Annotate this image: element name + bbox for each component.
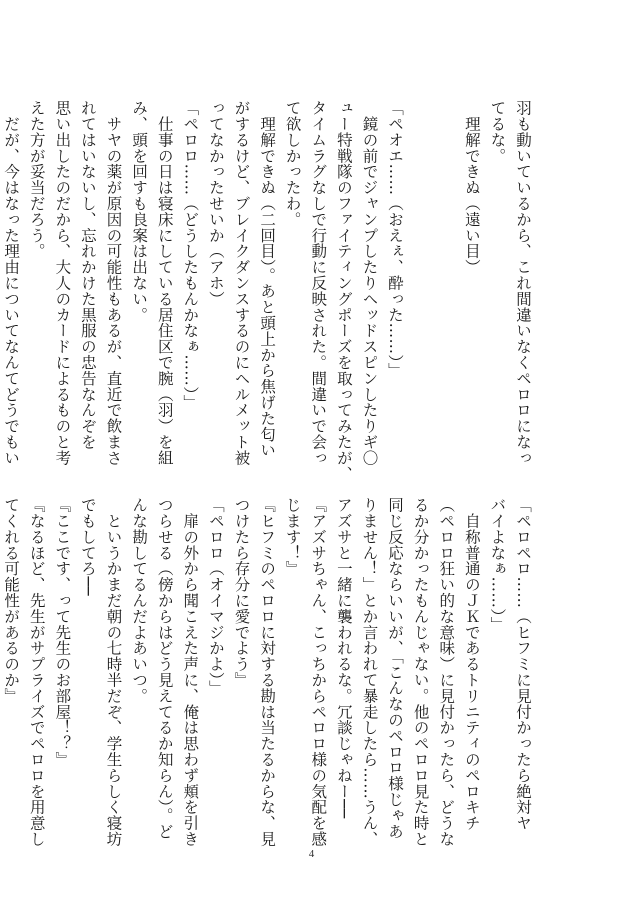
text-line: て欲しかったわ。 [283, 100, 302, 228]
text-line: 鏡の前でジャンプしたりヘッドスピンしたりギ〇 [360, 100, 379, 466]
text-line: アズサと一緒に襲われるな。冗談じゃねー── [334, 497, 353, 819]
text-line: 『なるほど、先生がサプライズでペロロを用意し [27, 497, 46, 847]
text-line: だが、今はなった理由についてなんてどうでもい [2, 100, 21, 466]
text-line: 「ペロロ……（どうしたもんかなぁ……）」 [181, 100, 200, 411]
text-line: ュー特戦隊のファイティングポーズを取ってみたが、 [334, 100, 353, 482]
upper-text-block [0, 100, 535, 482]
text-line: でもしてろ── [78, 497, 97, 596]
text-line [433, 100, 459, 460]
text-line: つけたら存分に愛でよう』 [232, 497, 251, 688]
text-line: 思い出したのだから、大人のカードによるものと考 [53, 100, 72, 466]
text-line: るか分かったもんじゃない。他のペロロ見た時と [411, 497, 430, 847]
text-line: というかまだ朝の七時半だぞ、学生らしく寝坊 [104, 497, 123, 847]
text-line: んな勘してるんだよあいつ。 [130, 497, 149, 704]
text-line: がするけど、ブレイクダンスするのにヘルメット被 [232, 100, 251, 466]
text-line: 理解できぬ（遠い目） [462, 100, 481, 275]
text-line: てるな。 [488, 100, 507, 164]
text-line: 「ペロロ（オイマジかよ）」 [206, 497, 225, 696]
text-line: 「ペオエ……（おえぇ、酔った……）」 [386, 100, 405, 379]
text-line: ってなかったせいか（アホ） [206, 100, 225, 307]
text-line: れてはいないし、忘れかけた黒服の忠告なんぞを [78, 100, 97, 450]
text-line: えた方が妥当だろう。 [27, 100, 46, 259]
text-line: 同じ反応ならいいが、「こんなのペロロ様じゃあ [386, 497, 405, 840]
text-line: 理解できぬ（二回目）。あと頭上から焦げた匂い [258, 100, 277, 458]
text-line: バイよなぁ……）」 [488, 497, 507, 633]
text-line: 自称普通のＪＫであるトリニティのペロキチ [462, 497, 481, 831]
text-line: じます！』 [283, 497, 302, 577]
text-line: タイムラグなしで行動に反映された。間違いで会っ [309, 100, 328, 466]
text-line: 「ペロペロ……（ヒフミに見付かったら絶対ヤ [514, 497, 532, 831]
text-line: 扉の外から聞こえた声に、俺は思わず頬を引き [181, 497, 200, 847]
text-line: 仕事の日は寝床にしている居住区で腕（羽）を組 [155, 100, 174, 466]
text-line: 『アズサちゃん、こっちからペロロ様の気配を感 [309, 497, 328, 847]
text-line: 羽も動いているから、これ間違いなくペロロになっ [514, 100, 532, 466]
text-line: み、頭を回すも良案は出ない。 [130, 100, 149, 323]
lower-text-block [0, 497, 535, 847]
text-line: りません！」とか言われて暴走したら……うん、 [360, 497, 379, 847]
page-number: 4 [308, 848, 315, 860]
text-line: つらせる（傍からはどう見えてるか知らん）。ど [155, 497, 174, 840]
text-line [407, 100, 433, 460]
text-line: （ペロロ狂い的な意味）に見付かったら、どうな [437, 497, 456, 847]
text-line: 『ヒフミのペロロに対する勘は当たるからな、見 [258, 497, 277, 847]
text-line: サヤの薬が原因の可能性もあるが、直近で飲まさ [104, 100, 123, 466]
text-line: てくれる可能性があるのか』 [2, 497, 21, 704]
text-line: 『ここです、って先生のお部屋！？』 [53, 497, 72, 768]
